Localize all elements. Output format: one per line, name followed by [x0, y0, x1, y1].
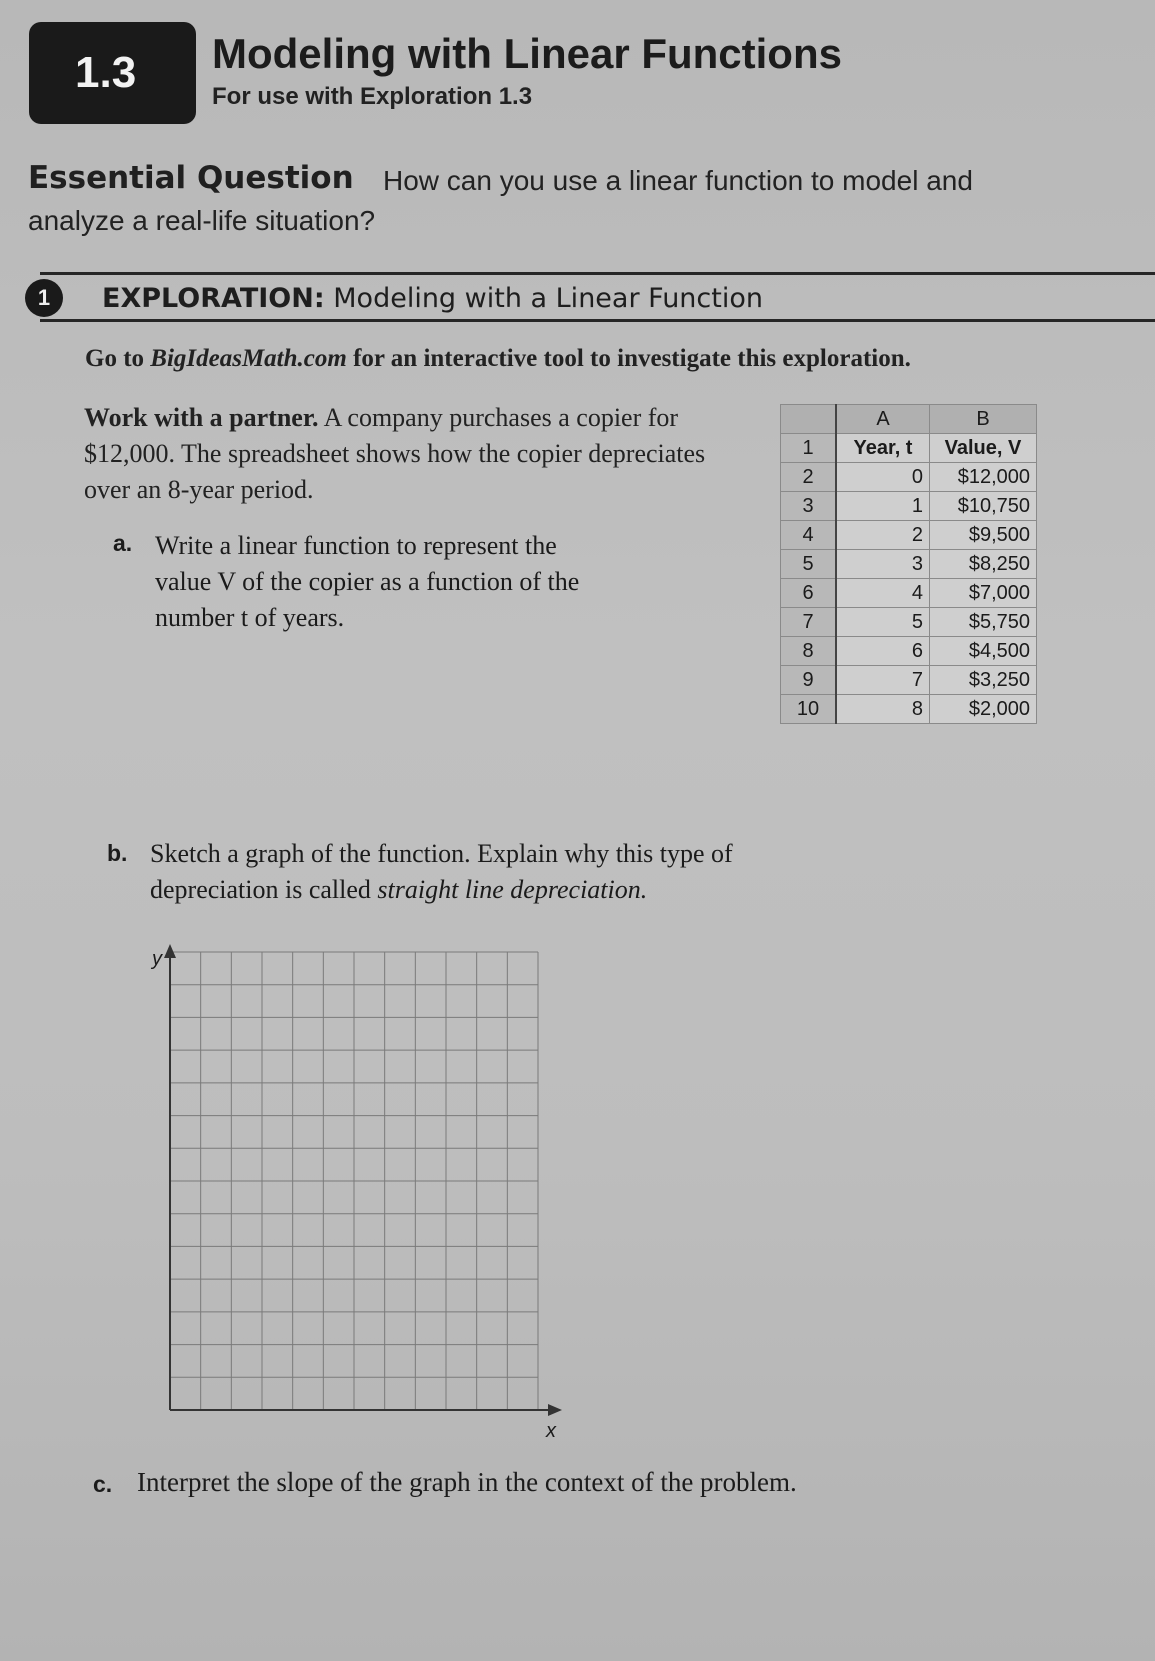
- row-number: 4: [781, 521, 837, 550]
- year-cell: 6: [836, 637, 930, 666]
- year-column-label: Year, t: [836, 434, 930, 463]
- intro-text: A company purchases a copier for $12,000. The spreadsheet shows how the copier depreciates over an 8-year period.: [84, 403, 706, 504]
- intro-paragraph: [84, 400, 714, 508]
- question-b-body: Sketch a graph of the function. Explain why this type of depreciation is called: [150, 839, 733, 904]
- page-title: Modeling with Linear Functions: [212, 30, 842, 77]
- goto-suffix: for an interactive tool to investigate this exploration.: [353, 345, 911, 372]
- row-number: 8: [781, 637, 837, 666]
- column-header-b: B: [930, 405, 1037, 434]
- value-cell: $5,750: [930, 608, 1037, 637]
- value-cell: $9,500: [930, 521, 1037, 550]
- x-axis-arrow: [548, 1404, 562, 1416]
- row-number: 2: [781, 463, 837, 492]
- value-cell: $2,000: [930, 695, 1037, 724]
- value-cell: $8,250: [930, 550, 1037, 579]
- spreadsheet-corner: [781, 405, 837, 434]
- goto-site-link[interactable]: BigIdeasMath.com: [150, 345, 347, 372]
- page-subtitle: For use with Exploration 1.3: [212, 83, 533, 110]
- year-cell: 1: [836, 492, 930, 521]
- row-number: 5: [781, 550, 837, 579]
- row-number: 6: [781, 579, 837, 608]
- question-b-text: [150, 836, 790, 908]
- value-cell: $12,000: [930, 463, 1037, 492]
- y-axis-label: y: [152, 948, 162, 970]
- section-badge: [29, 22, 196, 124]
- grid-lines: [170, 952, 538, 1410]
- question-c-text: Interpret the slope of the graph in the context of the problem.: [137, 1467, 797, 1497]
- column-header-a: A: [836, 405, 930, 434]
- year-cell: 4: [836, 579, 930, 608]
- value-cell: $7,000: [930, 579, 1037, 608]
- question-b-italic: straight line depreciation.: [377, 875, 648, 904]
- goto-prefix: Go to: [85, 345, 145, 372]
- question-a-text: Write a linear function to represent the value V of the copier as a function of the number t of years.: [155, 531, 580, 632]
- y-axis-arrow: [164, 944, 176, 958]
- question-a-letter: a.: [113, 530, 133, 556]
- year-cell: 2: [836, 521, 930, 550]
- row-number: 7: [781, 608, 837, 637]
- x-axis-label: x: [546, 1420, 556, 1442]
- exploration-title: Modeling with a Linear Function: [333, 283, 763, 314]
- year-cell: 7: [836, 666, 930, 695]
- question-b-letter: b.: [107, 840, 128, 866]
- year-cell: 0: [836, 463, 930, 492]
- exploration-rule-bottom: [40, 319, 1155, 322]
- exploration-number-badge: 1: [25, 279, 63, 317]
- row-number: 1: [781, 434, 837, 463]
- essential-question-line1: How can you use a linear function to model and: [383, 165, 973, 196]
- blank-graph-grid[interactable]: [150, 940, 570, 1420]
- essential-question-label: Essential Question: [28, 160, 354, 196]
- exploration-label: EXPLORATION:: [102, 283, 325, 314]
- question-c-letter: c.: [93, 1471, 113, 1497]
- value-column-label: Value, V: [930, 434, 1037, 463]
- value-cell: $4,500: [930, 637, 1037, 666]
- intro-lead: Work with a partner.: [84, 403, 319, 432]
- value-cell: $10,750: [930, 492, 1037, 521]
- section-number: 1.3: [75, 48, 137, 97]
- goto-line: [85, 345, 911, 373]
- row-number: 10: [781, 695, 837, 724]
- row-number: 9: [781, 666, 837, 695]
- exploration-heading: [102, 283, 763, 314]
- essential-question-line2: analyze a real-life situation?: [28, 205, 376, 236]
- year-cell: 8: [836, 695, 930, 724]
- year-cell: 5: [836, 608, 930, 637]
- row-number: 3: [781, 492, 837, 521]
- depreciation-spreadsheet: [780, 404, 1037, 724]
- exploration-rule-top: [40, 272, 1155, 275]
- year-cell: 3: [836, 550, 930, 579]
- value-cell: $3,250: [930, 666, 1037, 695]
